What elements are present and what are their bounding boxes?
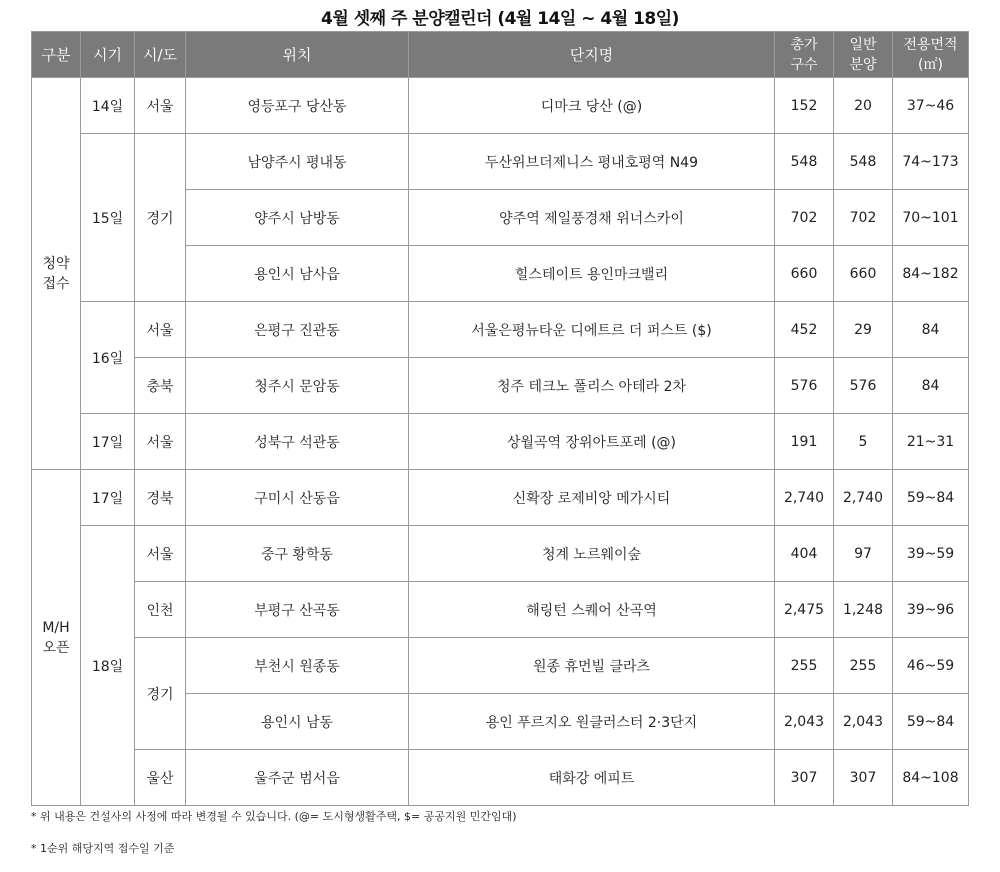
table-header-row [32, 32, 969, 78]
category-model-house-open: M/H 오픈 [32, 470, 81, 806]
complex-cell: 청계 노르웨이숲 [409, 526, 775, 582]
complex-cell: 서울은평뉴타운 디에트르 더 퍼스트 ($) [409, 302, 775, 358]
header-region: 시/도 [135, 32, 186, 78]
table-row [32, 638, 969, 694]
general-units-cell: 29 [834, 302, 893, 358]
table-row [32, 134, 969, 190]
header-general-line1: 일반 [849, 36, 877, 53]
total-units-cell: 702 [775, 190, 834, 246]
area-cell: 84~108 [893, 750, 969, 806]
total-units-cell: 2,740 [775, 470, 834, 526]
total-units-cell: 191 [775, 414, 834, 470]
general-units-cell: 576 [834, 358, 893, 414]
location-cell: 은평구 진관동 [186, 302, 409, 358]
general-units-cell: 2,043 [834, 694, 893, 750]
total-units-cell: 2,475 [775, 582, 834, 638]
area-cell: 46~59 [893, 638, 969, 694]
complex-cell: 두산위브더제니스 평내호평역 N49 [409, 134, 775, 190]
category-subscription: 청약 접수 [32, 78, 81, 470]
footnote-first-priority: * 1순위 해당지역 접수일 기준 [31, 842, 175, 855]
table-row [32, 358, 969, 414]
location-cell: 부천시 원종동 [186, 638, 409, 694]
total-units-cell: 152 [775, 78, 834, 134]
total-units-cell: 660 [775, 246, 834, 302]
footnotes [31, 808, 517, 872]
total-units-cell: 404 [775, 526, 834, 582]
date-cell: 17일 [81, 470, 135, 526]
date-cell: 18일 [81, 526, 135, 806]
location-cell: 중구 황학동 [186, 526, 409, 582]
general-units-cell: 2,740 [834, 470, 893, 526]
complex-cell: 해링턴 스퀘어 산곡역 [409, 582, 775, 638]
table-row [32, 582, 969, 638]
total-units-cell: 452 [775, 302, 834, 358]
header-category: 구분 [32, 32, 81, 78]
table-row [32, 414, 969, 470]
general-units-cell: 548 [834, 134, 893, 190]
header-location: 위치 [186, 32, 409, 78]
complex-cell: 태화강 에피트 [409, 750, 775, 806]
region-cell: 서울 [135, 414, 186, 470]
area-cell: 70~101 [893, 190, 969, 246]
general-units-cell: 660 [834, 246, 893, 302]
total-units-cell: 307 [775, 750, 834, 806]
complex-cell: 용인 푸르지오 원클러스터 2·3단지 [409, 694, 775, 750]
complex-cell: 양주역 제일풍경채 위너스카이 [409, 190, 775, 246]
location-cell: 양주시 남방동 [186, 190, 409, 246]
header-area [893, 32, 969, 78]
header-complex: 단지명 [409, 32, 775, 78]
total-units-cell: 548 [775, 134, 834, 190]
general-units-cell: 307 [834, 750, 893, 806]
area-cell: 84~182 [893, 246, 969, 302]
table-row [32, 750, 969, 806]
region-cell: 서울 [135, 526, 186, 582]
region-cell: 인천 [135, 582, 186, 638]
region-cell: 충북 [135, 358, 186, 414]
total-units-cell: 576 [775, 358, 834, 414]
general-units-cell: 20 [834, 78, 893, 134]
region-cell: 울산 [135, 750, 186, 806]
region-cell: 서울 [135, 302, 186, 358]
complex-cell: 힐스테이트 용인마크밸리 [409, 246, 775, 302]
general-units-cell: 97 [834, 526, 893, 582]
area-cell: 59~84 [893, 694, 969, 750]
table-row [32, 302, 969, 358]
date-cell: 14일 [81, 78, 135, 134]
table-row [32, 526, 969, 582]
header-area-line1: 전용면적 [903, 36, 958, 53]
location-cell: 구미시 산동읍 [186, 470, 409, 526]
area-cell: 39~96 [893, 582, 969, 638]
location-cell: 용인시 남동 [186, 694, 409, 750]
location-cell: 울주군 범서읍 [186, 750, 409, 806]
header-area-line2: (㎡) [918, 56, 943, 73]
table-row [32, 78, 969, 134]
date-cell: 15일 [81, 134, 135, 302]
table-row [32, 470, 969, 526]
location-cell: 부평구 산곡동 [186, 582, 409, 638]
general-units-cell: 5 [834, 414, 893, 470]
area-cell: 59~84 [893, 470, 969, 526]
header-total-units [775, 32, 834, 78]
header-total-line2: 구수 [790, 56, 818, 73]
total-units-cell: 2,043 [775, 694, 834, 750]
location-cell: 용인시 남사읍 [186, 246, 409, 302]
region-cell: 경북 [135, 470, 186, 526]
region-cell: 경기 [135, 134, 186, 302]
complex-cell: 원종 휴먼빌 클라츠 [409, 638, 775, 694]
area-cell: 21~31 [893, 414, 969, 470]
location-cell: 영등포구 당산동 [186, 78, 409, 134]
location-cell: 성북구 석관동 [186, 414, 409, 470]
location-cell: 청주시 문암동 [186, 358, 409, 414]
region-cell: 서울 [135, 78, 186, 134]
area-cell: 84 [893, 302, 969, 358]
general-units-cell: 255 [834, 638, 893, 694]
header-general-units [834, 32, 893, 78]
header-date: 시기 [81, 32, 135, 78]
location-cell: 남양주시 평내동 [186, 134, 409, 190]
header-total-line1: 총가 [790, 36, 818, 53]
area-cell: 39~59 [893, 526, 969, 582]
date-cell: 17일 [81, 414, 135, 470]
area-cell: 84 [893, 358, 969, 414]
complex-cell: 청주 테크노 폴리스 아테라 2차 [409, 358, 775, 414]
footnote-change-notice: * 위 내용은 건설사의 사정에 따라 변경될 수 있습니다. (@= 도시형생활주택, $= 공공지원 민간임대) [31, 810, 517, 823]
complex-cell: 상월곡역 장위아트포레 (@) [409, 414, 775, 470]
sales-calendar-table [31, 31, 969, 806]
header-general-line2: 분양 [849, 56, 877, 73]
total-units-cell: 255 [775, 638, 834, 694]
general-units-cell: 702 [834, 190, 893, 246]
date-cell: 16일 [81, 302, 135, 414]
area-cell: 37~46 [893, 78, 969, 134]
complex-cell: 디마크 당산 (@) [409, 78, 775, 134]
area-cell: 74~173 [893, 134, 969, 190]
general-units-cell: 1,248 [834, 582, 893, 638]
page-title: 4월 셋째 주 분양캘린더 (4월 14일 ~ 4월 18일) [321, 9, 679, 29]
region-cell: 경기 [135, 638, 186, 750]
complex-cell: 신확장 로제비앙 메가시티 [409, 470, 775, 526]
